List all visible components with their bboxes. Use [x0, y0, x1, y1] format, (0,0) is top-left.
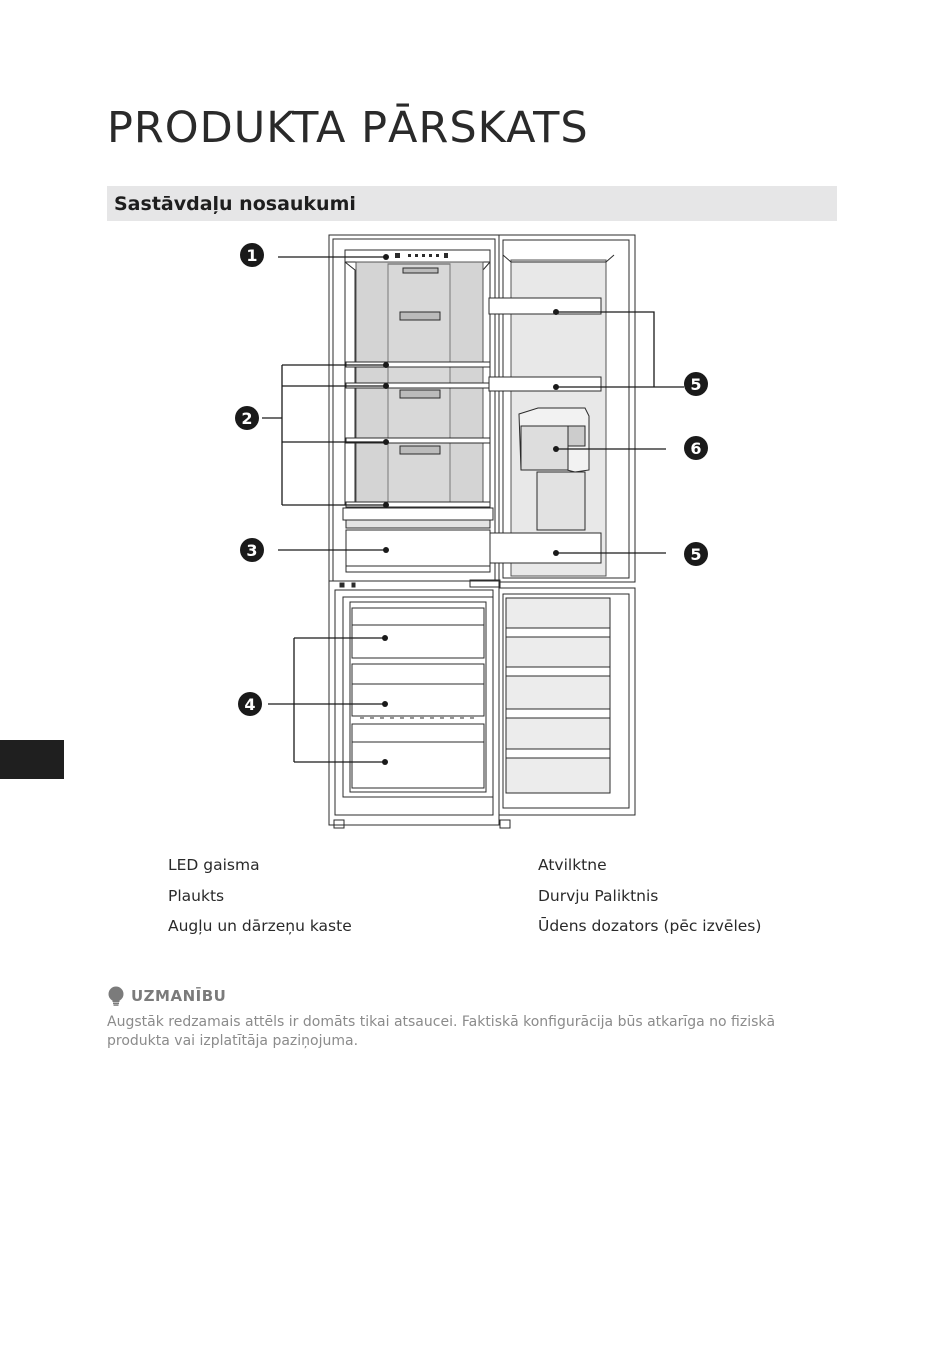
page-title: PRODUKTA PĀRSKATS [107, 103, 589, 153]
caution-title: UZMANĪBU [131, 987, 227, 1005]
callout-badge-3 [240, 538, 264, 562]
door-shelf-3 [490, 533, 601, 563]
svg-text:3: 3 [246, 541, 258, 560]
callout-badge-5a [684, 372, 708, 396]
crisper-box [346, 530, 490, 566]
legend-water-dispenser: Ūdens dozators (pēc izvēles) [538, 917, 762, 935]
svg-text:5: 5 [690, 545, 702, 564]
freezer-drawer-2 [352, 664, 484, 716]
caution-header [107, 985, 226, 1007]
legend-door-shelf: Durvju Paliktnis [538, 887, 659, 905]
svg-text:4: 4 [244, 695, 256, 714]
legend-led-light: LED gaisma [168, 856, 260, 874]
section-title: Sastāvdaļu nosaukumi [114, 193, 356, 215]
door-shelf-2 [489, 377, 601, 391]
legend-crisper: Augļu un dārzeņu kaste [168, 917, 352, 935]
callout-badge-5b [684, 542, 708, 566]
legend-shelf: Plaukts [168, 887, 225, 905]
svg-text:2: 2 [241, 409, 253, 428]
leader-lines-4 [268, 638, 385, 762]
callout-badge-4 [238, 692, 262, 716]
svg-text:5: 5 [690, 375, 702, 394]
chapter-side-tab [0, 740, 64, 779]
freezer-drawer-1 [352, 608, 484, 658]
callout-badge-6 [684, 436, 708, 460]
caution-text: Augstāk redzamais attēls ir domāts tikai atsaucei. Faktiskā konfigurācija būs atkarīga no fiziskā produkta vai izplatītāja paziņojuma. [107, 1014, 776, 1049]
callout-badge-1 [240, 243, 264, 267]
callout-badge-2 [235, 406, 259, 430]
svg-text:6: 6 [690, 439, 702, 458]
lightbulb-icon [107, 986, 125, 1006]
crisper-top [343, 508, 493, 520]
legend-drawer: Atvilktne [538, 856, 607, 874]
svg-text:1: 1 [246, 246, 258, 265]
freezer-drawer-3 [352, 724, 484, 788]
